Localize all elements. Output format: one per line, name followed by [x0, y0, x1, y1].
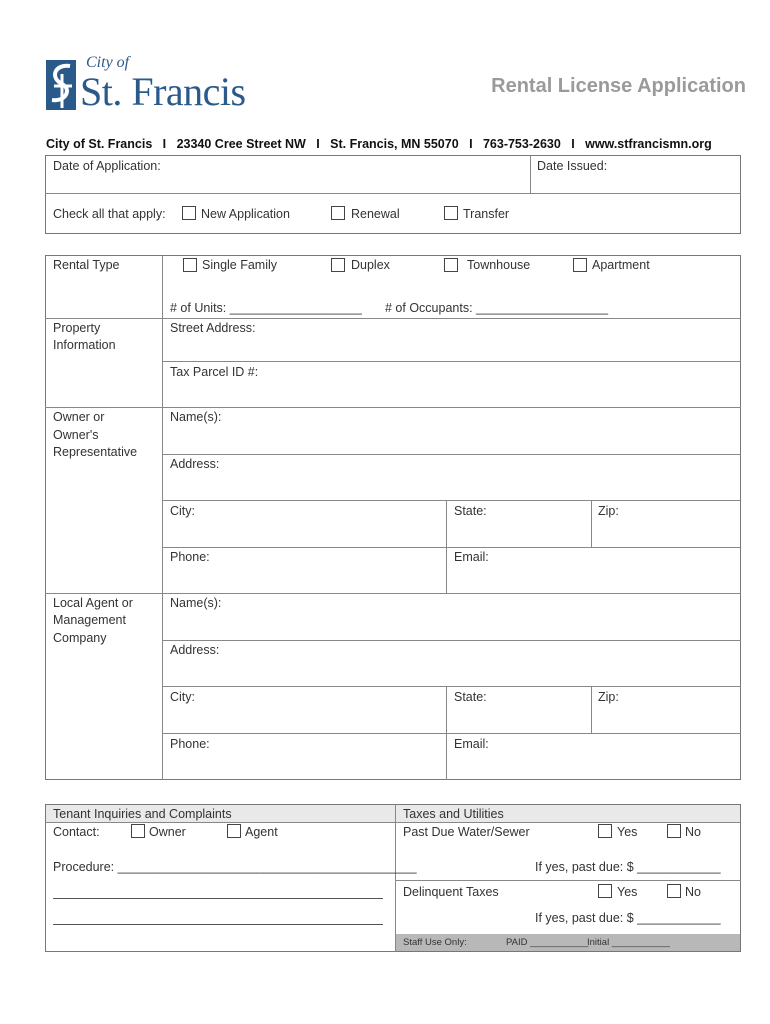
owner-city-field[interactable]: City:	[170, 504, 195, 518]
contact-agent-checkbox[interactable]	[227, 824, 241, 838]
taxes-utilities-title: Taxes and Utilities	[403, 807, 504, 821]
contact-owner-checkbox[interactable]	[131, 824, 145, 838]
city-logo	[44, 54, 269, 114]
taxes-yes-label: Yes	[617, 885, 638, 899]
agent-label-line2: Management	[53, 613, 126, 627]
city-logo-mark-icon	[44, 56, 80, 112]
main-form-box	[45, 255, 741, 780]
past-due-water-label: Past Due Water/Sewer	[403, 825, 530, 839]
property-label-line2: Information	[53, 338, 116, 352]
owner-phone-field[interactable]: Phone:	[170, 550, 210, 564]
single-family-label: Single Family	[202, 258, 278, 272]
street-address-field[interactable]: Street Address:	[170, 321, 256, 335]
agent-email-field[interactable]: Email:	[454, 737, 489, 751]
contact-line: City of St. Francis I 23340 Cree Street NW I St. Francis, MN 55070 I 763-753-2630 I www.stfrancismn.org	[46, 137, 712, 151]
document-title: Rental License Application	[491, 75, 746, 97]
transfer-checkbox[interactable]	[444, 206, 458, 220]
apartment-checkbox[interactable]	[573, 258, 587, 272]
units-field[interactable]: # of Units: ___________________	[170, 301, 362, 315]
owner-address-field[interactable]: Address:	[170, 457, 220, 471]
new-application-label: New Application	[201, 207, 290, 221]
tenant-inquiries-title: Tenant Inquiries and Complaints	[53, 807, 232, 821]
agent-zip-field[interactable]: Zip:	[598, 690, 619, 704]
agent-label-line3: Company	[53, 631, 107, 645]
agent-city-field[interactable]: City:	[170, 690, 195, 704]
agent-address-field[interactable]: Address:	[170, 643, 220, 657]
staff-paid-field[interactable]: PAID ___________	[506, 937, 589, 948]
water-yes-checkbox[interactable]	[598, 824, 612, 838]
agent-state-field[interactable]: State:	[454, 690, 487, 704]
tax-parcel-field[interactable]: Tax Parcel ID #:	[170, 365, 259, 379]
renewal-checkbox[interactable]	[331, 206, 345, 220]
staff-use-label: Staff Use Only:	[403, 937, 467, 948]
single-family-checkbox[interactable]	[183, 258, 197, 272]
taxes-no-checkbox[interactable]	[667, 884, 681, 898]
procedure-field[interactable]: Procedure: ___________________________________________	[53, 860, 417, 874]
owner-label-line3: Representative	[53, 445, 138, 459]
date-of-application-label: Date of Application:	[53, 159, 161, 173]
water-past-due-field[interactable]: If yes, past due: $ ____________	[535, 860, 721, 874]
apartment-label: Apartment	[592, 258, 650, 272]
transfer-label: Transfer	[463, 207, 510, 221]
contact-agent-label: Agent	[245, 825, 278, 839]
contact-owner-label: Owner	[149, 825, 186, 839]
logo-city-text: City of	[86, 54, 130, 71]
owner-names-field[interactable]: Name(s):	[170, 410, 222, 424]
owner-email-field[interactable]: Email:	[454, 550, 489, 564]
owner-label-line2: Owner's	[53, 428, 99, 442]
check-all-label: Check all that apply:	[53, 207, 166, 221]
taxes-yes-checkbox[interactable]	[598, 884, 612, 898]
delinquent-taxes-label: Delinquent Taxes	[403, 885, 499, 899]
new-application-checkbox[interactable]	[182, 206, 196, 220]
water-no-checkbox[interactable]	[667, 824, 681, 838]
taxes-past-due-field[interactable]: If yes, past due: $ ____________	[535, 911, 721, 925]
renewal-label: Renewal	[351, 207, 400, 221]
rental-type-label: Rental Type	[53, 258, 120, 272]
duplex-label: Duplex	[351, 258, 390, 272]
townhouse-checkbox[interactable]	[444, 258, 458, 272]
contact-label: Contact:	[53, 825, 100, 839]
townhouse-label: Townhouse	[467, 258, 531, 272]
water-no-label: No	[685, 825, 701, 839]
logo-name-text: St. Francis	[80, 69, 246, 114]
owner-state-field[interactable]: State:	[454, 504, 487, 518]
property-label-line1: Property	[53, 321, 101, 335]
agent-phone-field[interactable]: Phone:	[170, 737, 210, 751]
owner-zip-field[interactable]: Zip:	[598, 504, 619, 518]
taxes-no-label: No	[685, 885, 701, 899]
date-issued-label: Date Issued:	[537, 159, 608, 173]
occupants-field[interactable]: # of Occupants: ___________________	[385, 301, 609, 315]
duplex-checkbox[interactable]	[331, 258, 345, 272]
staff-initial-field[interactable]: Initial ___________	[587, 937, 670, 948]
agent-label-line1: Local Agent or	[53, 596, 133, 610]
owner-label-line1: Owner or	[53, 410, 105, 424]
procedure-line-2[interactable]	[53, 898, 383, 899]
agent-names-field[interactable]: Name(s):	[170, 596, 222, 610]
water-yes-label: Yes	[617, 825, 638, 839]
procedure-line-3[interactable]	[53, 924, 383, 925]
